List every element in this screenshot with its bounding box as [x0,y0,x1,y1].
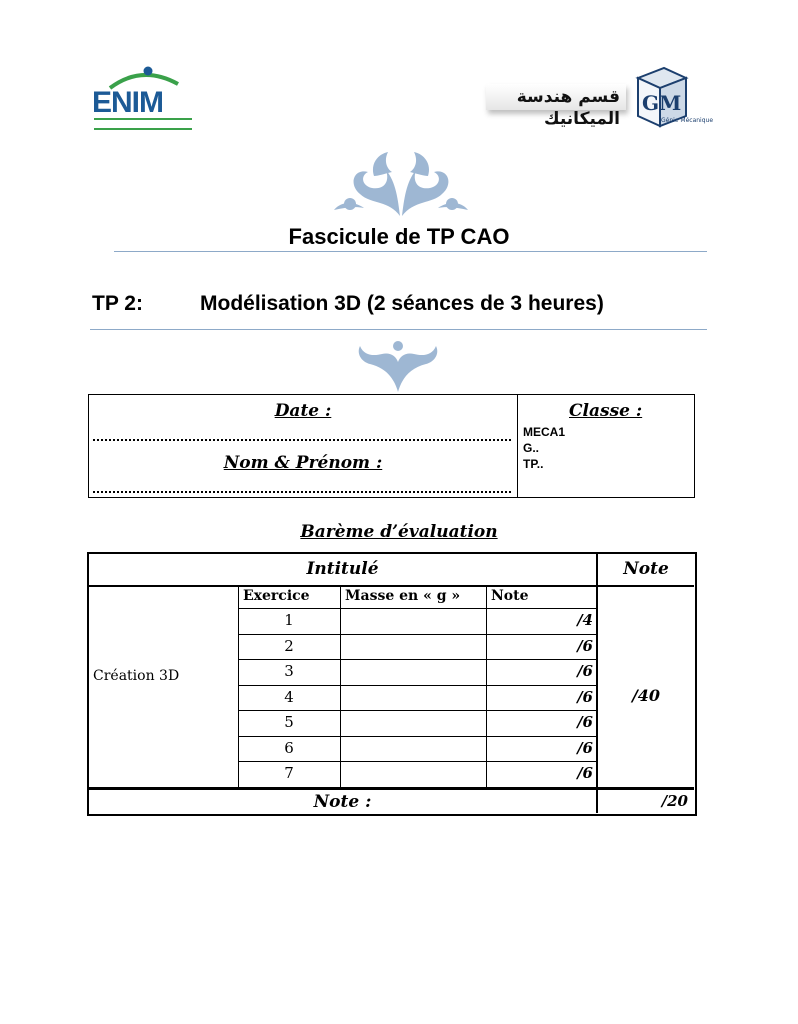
section-label: Création 3D [93,668,180,684]
bareme-title: Barème d’évaluation [300,522,498,542]
gm-arabic-text: قسم هندسة الميكانيك [486,84,626,110]
exercise-max-score: /6 [577,687,593,706]
floral-ornament-top-icon [330,146,472,218]
exercise-number: 2 [284,636,294,655]
masse-column-left-line [340,585,341,787]
enim-logo-text: ENIM [92,86,163,119]
title-rule-top [114,251,707,252]
exercise-row-line [238,736,596,737]
exercise-max-score: /6 [577,713,593,731]
exercice-subheader: Exercice [243,588,310,604]
document-title: Fascicule de TP CAO [288,224,510,249]
exercise-max-score: /6 [577,764,593,782]
exercise-number: 6 [284,738,294,757]
exercise-row-line [238,685,596,686]
exercise-max-score: /6 [577,636,593,655]
exercise-number: 7 [284,764,294,782]
exercise-max-score: /6 [577,738,593,757]
name-label: Nom & Prénom : [223,453,383,473]
student-identity-cell [89,395,518,497]
table-header-divider [89,585,694,587]
enim-logo [92,66,196,130]
note-header: Note [623,559,669,579]
tp-title: Modélisation 3D (2 séances de 3 heures) [200,292,604,315]
classe-line-3: TP.. [523,457,544,471]
exercise-max-score: /4 [577,611,593,629]
gm-letters: GM [642,91,682,115]
title-rule-bottom [90,329,707,330]
exercise-row-line [238,659,596,660]
exercise-row-line [238,710,596,711]
grading-table [87,552,697,816]
classe-label: Classe : [569,401,643,421]
final-note-label: Note : [313,792,372,812]
masse-subheader: Masse en « g » [345,588,461,604]
classe-cell [517,395,694,497]
exercise-number: 3 [284,662,294,680]
note-column-divider [596,554,598,813]
tp-label: TP 2: [92,292,143,315]
exercise-number: 1 [284,611,294,629]
table-footer-divider [89,787,694,790]
exercise-number: 4 [284,687,294,706]
student-info-box [88,394,695,498]
note-subheader: Note [491,588,529,604]
floral-ornament-middle-icon [356,338,440,392]
gm-department-logo [486,64,714,130]
exercise-row-line [238,634,596,635]
intitule-header: Intitulé [306,559,379,579]
date-dotted-line[interactable] [93,439,511,441]
classe-line-1: MECA1 [523,425,566,439]
classe-line-2: G.. [523,441,540,455]
exercise-row-line [238,761,596,762]
subheader-row-line [238,608,596,609]
gm-caption: Génie Mécanique [661,117,714,124]
exercise-max-score: /6 [577,662,593,680]
final-note-total: /20 [661,792,688,810]
enim-logo-underline [94,118,192,130]
section-total: /40 [631,686,661,705]
exercise-number: 5 [284,713,294,731]
date-label: Date : [274,401,332,421]
name-dotted-line[interactable] [93,491,511,493]
gm-cube-icon [630,64,714,130]
